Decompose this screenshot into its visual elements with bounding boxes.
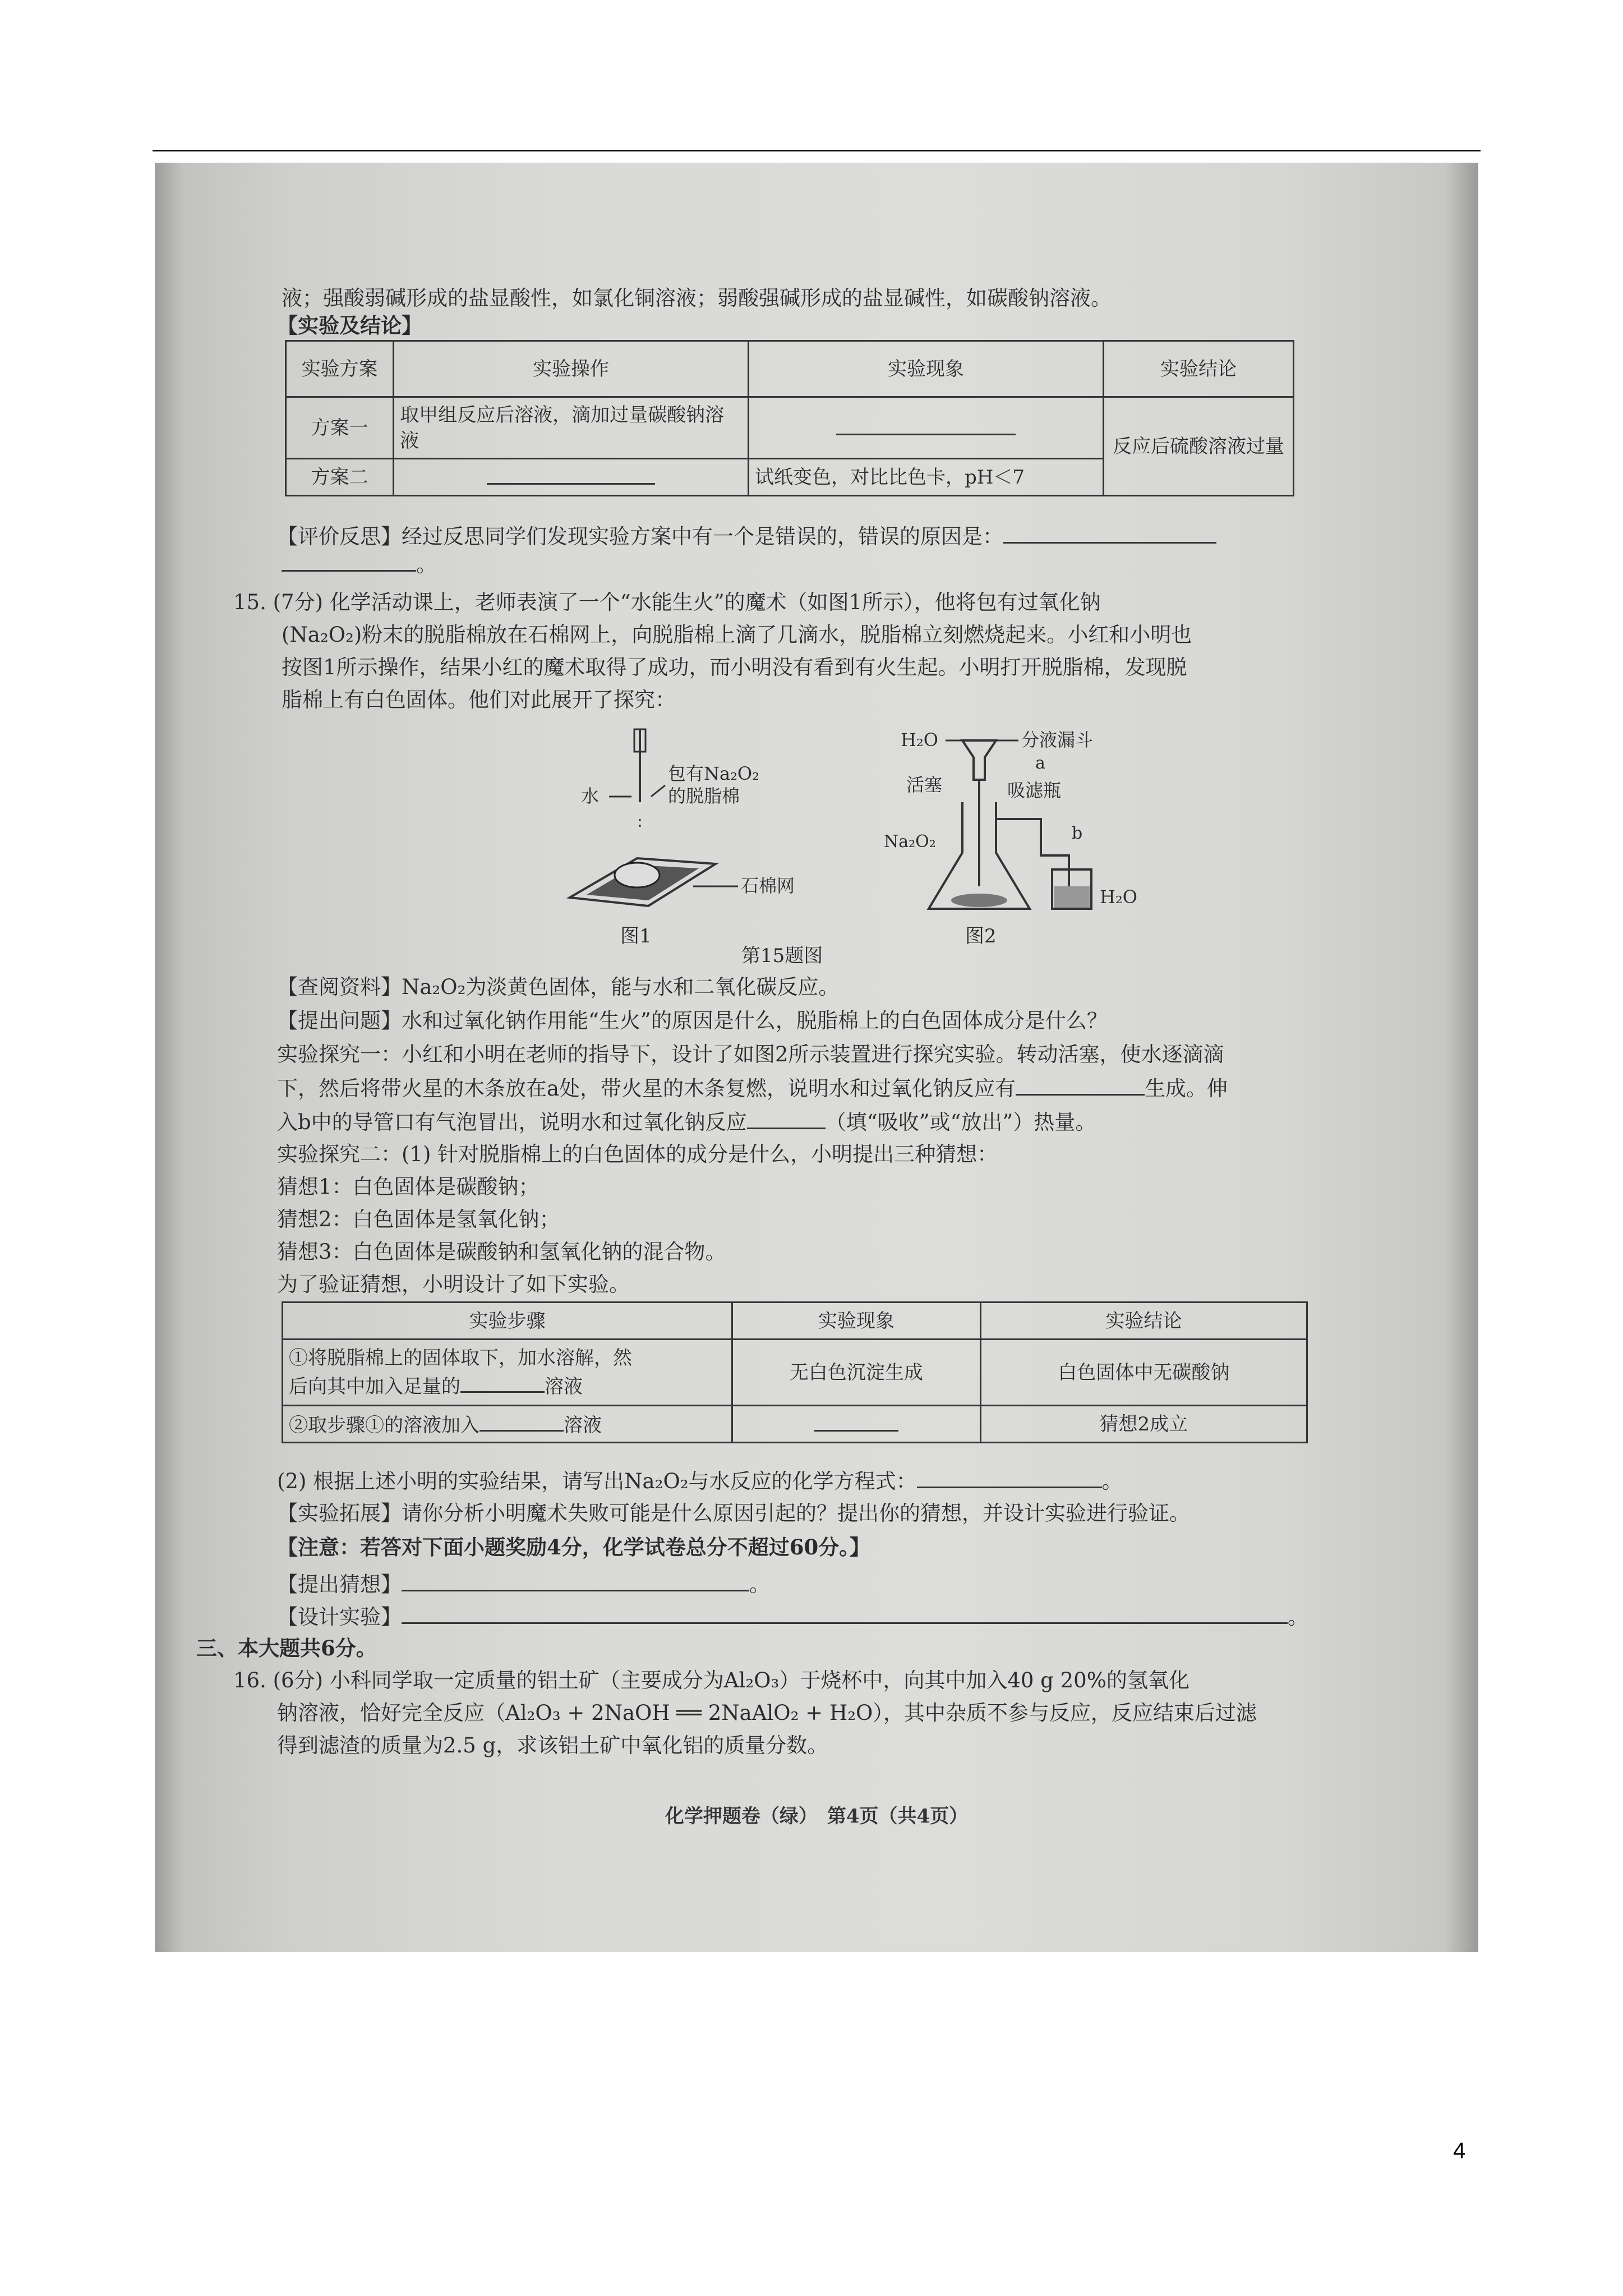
t2-row1-step-a: ①将脱脂棉上的固体取下，加水溶解，然: [289, 1347, 632, 1369]
fig2-caption: 图2: [965, 925, 997, 947]
q15-l1: 【查阅资料】Na₂O₂为淡黄色固体，能与水和二氧化碳反应。: [277, 975, 840, 999]
q15-l4: [277, 1074, 1228, 1102]
fig2-stopcock-label: 活塞: [906, 774, 943, 795]
fig1-water-label: 水: [581, 785, 600, 807]
figure-1: [570, 729, 795, 947]
q15-p2: (Na₂O₂)粉末的脱脂棉放在石棉网上，向脱脂棉上滴了几滴水，脱脂棉立刻燃烧起来。小红和小明也: [282, 623, 1192, 647]
t2-row1-conclusion: 白色固体中无碳酸钠: [980, 1340, 1307, 1406]
fig2-a-label: a: [1035, 753, 1045, 773]
photo-shadow-right: [1445, 163, 1478, 1952]
section-3: 三、本大题共6分。: [196, 1636, 377, 1660]
t1-row1-operation: 取甲组反应后溶液，滴加过量碳酸钠溶液: [394, 397, 749, 459]
q15-l2: 【提出问题】水和过氧化钠作用能“生火”的原因是什么，脱脂棉上的白色固体成分是什么？: [277, 1009, 1108, 1033]
scanned-page-photo: [155, 163, 1478, 1952]
fig1-cotton-label-1: 包有Na₂O₂: [668, 763, 759, 784]
after-l5-text: 【设计实验】: [277, 1605, 402, 1629]
after-l1: (2) 根据上述小明的实验结果，请写出Na₂O₂与水反应的化学方程式： 。: [277, 1466, 1123, 1495]
after-l1-text: (2) 根据上述小明的实验结果，请写出Na₂O₂与水反应的化学方程式：: [277, 1469, 917, 1493]
fig2-h2o-top: H₂O: [901, 729, 938, 751]
photo-shadow-left: [155, 163, 183, 1952]
t1-row2-name: 方案二: [286, 459, 394, 496]
t2-row1-phenomenon: 无白色沉淀生成: [732, 1340, 981, 1406]
after-l2: 【实验拓展】请你分析小明魔术失败可能是什么原因引起的？提出你的猜想，并设计实验进行验证。: [277, 1501, 1190, 1525]
q15-l9: 猜想3：白色固体是碳酸钠和氢氧化钠的混合物。: [277, 1240, 726, 1264]
t2-row2-conclusion: 猜想2成立: [980, 1406, 1307, 1443]
q16-b: 钠溶液，恰好完全反应（Al₂O₃ + 2NaOH ══ 2NaAlO₂ + H₂O），其中杂质不参与反应，反应结束后过滤: [277, 1701, 1257, 1725]
after-l4: 【提出猜想】 。: [277, 1570, 770, 1598]
eval-text: 【评价反思】经过反思同学们发现实验方案中有一个是错误的，错误的原因是：: [277, 524, 1003, 549]
intro-line: 液；强酸弱碱形成的盐显酸性，如氯化铜溶液；弱酸强碱形成的盐显碱性，如碳酸钠溶液。: [282, 286, 1112, 310]
cotton-icon: [615, 863, 660, 887]
t1-row1-name: 方案一: [286, 397, 394, 459]
q15-l4a: 下，然后将带火星的木条放在a处，带火星的木条复燃，说明水和过氧化钠反应有: [277, 1076, 1016, 1101]
t2-header-conclusion: 实验结论: [980, 1303, 1307, 1340]
experiment-table-1: [285, 340, 1294, 496]
t1-row2-operation-blank: [394, 459, 749, 496]
t2-header-phenomenon: 实验现象: [732, 1303, 981, 1340]
q15-p3: 按图1所示操作，结果小红的魔术取得了成功，而小明没有看到有火生起。小明打开脱脂棉，发现脱: [282, 655, 1187, 679]
q16-c: 得到滤渣的质量为2.5 g，求该铝土矿中氧化铝的质量分数。: [277, 1733, 828, 1757]
separatory-funnel-icon: [962, 740, 996, 780]
t2-row2-phenomenon-blank: [732, 1406, 981, 1443]
eval-answer-line: 。: [282, 550, 437, 578]
q15-l3: 实验探究一：小红和小明在老师的指导下，设计了如图2所示装置进行探究实验。转动活塞，使水逐滴滴: [277, 1042, 1224, 1066]
header-rule: [153, 150, 1481, 151]
q15-l8: 猜想2：白色固体是氢氧化钠；: [277, 1207, 560, 1231]
t1-conclusion: 反应后硫酸溶液过量: [1103, 397, 1293, 496]
q15-l6: 实验探究二：(1) 针对脱脂棉上的白色固体的成分是什么，小明提出三种猜想：: [277, 1142, 998, 1166]
fig1-caption: 图1: [620, 925, 652, 947]
after-l5: 【设计实验】 。: [277, 1602, 1308, 1631]
fig1-gauze-label: 石棉网: [741, 875, 795, 896]
q16-a: 16. (6分) 小科同学取一定质量的铝土矿（主要成分为Al₂O₃）于烧杯中，向其中加入40 g 20%的氢氧化: [233, 1668, 1189, 1692]
q15-l5: [277, 1107, 1096, 1136]
page-footer: 化学押题卷（绿） 第4页（共4页）: [665, 1805, 969, 1828]
q15-l4b: 生成。伸: [1145, 1076, 1228, 1101]
page-number: 4: [1453, 2138, 1466, 2163]
t1-row2-phenomenon: 试纸变色，对比比色卡，pH＜7: [749, 459, 1104, 496]
fig1-cotton-label-2: 的脱脂棉: [668, 785, 740, 807]
q15-p1: 15. (7分) 化学活动课上，老师表演了一个“水能生火”的魔术（如图1所示），他将包有过氧化钠: [233, 590, 1101, 614]
experiment-table-2: [282, 1301, 1308, 1443]
fig2-funnel-label: 分液漏斗: [1021, 729, 1094, 751]
exp-heading: 【实验及结论】: [277, 313, 422, 338]
t1-header-conclusion: 实验结论: [1103, 341, 1293, 397]
eval-line: [277, 522, 1216, 550]
q15-l10: 为了验证猜想，小明设计了如下实验。: [277, 1272, 630, 1296]
fig2-h2o-bottom: H₂O: [1100, 886, 1137, 908]
t2-row1-step-b-line: [289, 1371, 726, 1400]
t2-header-step: 实验步骤: [283, 1303, 732, 1340]
q15-p4: 脂棉上有白色固体。他们对此展开了探究：: [282, 688, 676, 712]
figures-caption: 第15题图: [741, 945, 823, 967]
t2-row1-step-c: 溶液: [545, 1375, 583, 1398]
t1-header-phenomenon: 实验现象: [749, 341, 1104, 397]
t2-row2-step: [283, 1406, 732, 1443]
na2o2-powder: [951, 894, 1007, 907]
t2-row1-step-b: 后向其中加入足量的: [289, 1375, 460, 1398]
fig2-flask-label: 吸滤瓶: [1007, 780, 1062, 801]
q15-l7: 猜想1：白色固体是碳酸钠；: [277, 1175, 540, 1199]
figure-2: [884, 729, 1137, 947]
fig2-na2o2-label: Na₂O₂: [884, 832, 936, 852]
fig2-b-label: b: [1072, 823, 1083, 843]
t2-row2-step-a: ②取步骤①的溶液加入: [289, 1414, 479, 1437]
after-l3: 【注意：若答对下面小题奖励4分，化学试卷总分不超过60分。】: [277, 1535, 870, 1559]
t1-row1-phenomenon-blank: [749, 397, 1104, 459]
t2-row1-step: [283, 1340, 732, 1406]
t2-row2-step-c: 溶液: [564, 1414, 602, 1437]
t1-header-operation: 实验操作: [394, 341, 749, 397]
q15-l5b: （填“吸收”或“放出”）热量。: [825, 1110, 1096, 1134]
t1-header-plan: 实验方案: [286, 341, 394, 397]
q15-l5a: 入b中的导管口有气泡冒出，说明水和过氧化钠反应: [277, 1110, 747, 1134]
after-l4-text: 【提出猜想】: [277, 1572, 402, 1596]
q15-figures: [547, 718, 1209, 954]
